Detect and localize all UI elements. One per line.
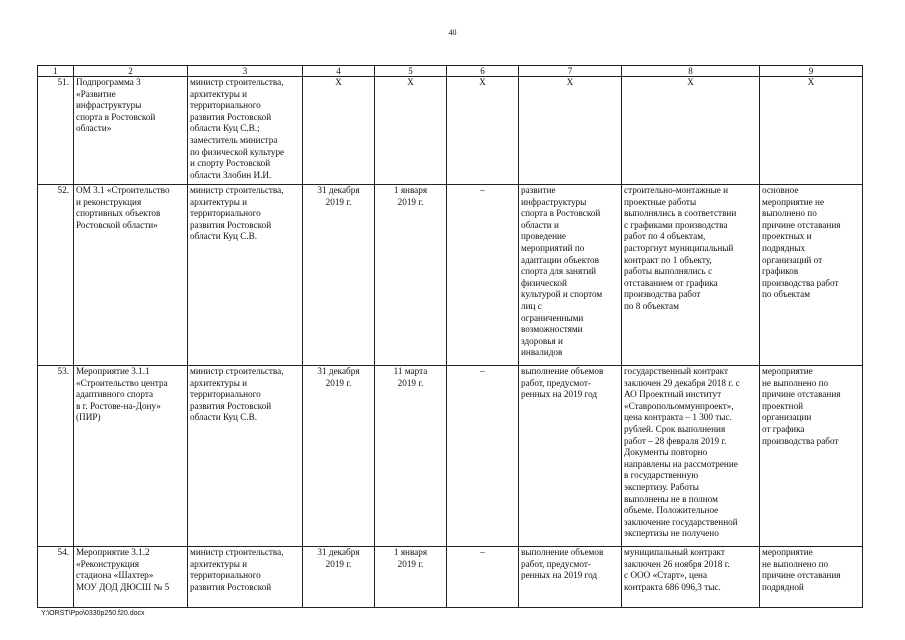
planned-end-date: 31 декабря 2019 г. <box>303 547 375 608</box>
non-fulfillment-reason: мероприятие не выполнено по причине отставания проектной организации от графика производства работ <box>760 366 863 547</box>
actual-result: государственный контракт заключен 29 декабря 2018 г. с АО Проектный институт «Ставропольоммунпроект», цена контракта – 1 300 тыс. рублей. Срок выполнения работ – 28 февраля 2019 г. Документы повторно направлены на рассмотрение в государственную экспертизу. Работы выполнены не в полном объеме. Положительное заключение государственной экспертизы не получено <box>622 366 760 547</box>
non-fulfillment-reason: основное мероприятие не выполнено по причине отставания проектных и подрядных организаций от графиков производства работ по объектам <box>760 185 863 366</box>
actual-end-date: – <box>447 185 519 366</box>
planned-result: развитие инфраструктуры спорта в Ростовской области и проведение мероприятий по адаптации объектов спорта для занятий физической культурой и спортом лиц с ограниченными возможностями здоровья и инвалидов <box>519 185 622 366</box>
column-header: 1 <box>38 66 74 77</box>
column-header: 8 <box>622 66 760 77</box>
table-row <box>38 366 863 547</box>
planned-end-date: 31 декабря 2019 г. <box>303 185 375 366</box>
planned-end-date: 31 декабря 2019 г. <box>303 366 375 547</box>
cell-col7: X <box>519 77 622 185</box>
table-row <box>38 547 863 608</box>
cell-col8: X <box>622 77 760 185</box>
planned-result: выполнение объемов работ, предусмот- ренных на 2019 год <box>519 366 622 547</box>
row-number: 52. <box>38 185 74 366</box>
row-number: 54. <box>38 547 74 608</box>
cell-col9: X <box>760 77 863 185</box>
column-header: 4 <box>303 66 375 77</box>
responsible-person: министр строительства, архитектуры и территориального развития Ростовской области Куц С.В. <box>188 366 303 547</box>
non-fulfillment-reason: мероприятие не выполнено по причине отставания подрядной <box>760 547 863 608</box>
measure-name: Мероприятие 3.1.1 «Строительство центра адаптивного спорта в г. Ростове-на-Дону» (ПИР) <box>74 366 188 547</box>
measure-name: Подпрограмма 3 «Развитие инфраструктуры спорта в Ростовской области» <box>74 77 188 185</box>
actual-start-date: 1 января 2019 г. <box>375 547 447 608</box>
column-header: 9 <box>760 66 863 77</box>
cell-col5: X <box>375 77 447 185</box>
column-header: 2 <box>74 66 188 77</box>
file-path-footer: Y:\ORST\Ppo\0330p250.f20.docx <box>41 610 145 617</box>
column-header: 3 <box>188 66 303 77</box>
actual-result: муниципальный контракт заключен 26 ноября 2018 г. с ООО «Старт», цена контракта 686 096,3 тыс. <box>622 547 760 608</box>
column-header: 5 <box>375 66 447 77</box>
page-number: 40 <box>448 28 457 37</box>
row-number: 51. <box>38 77 74 185</box>
actual-start-date: 11 марта 2019 г. <box>375 366 447 547</box>
measure-name: Мероприятие 3.1.2 «Реконструкция стадиона «Шахтер» МОУ ДОД ДЮСШ № 5 <box>74 547 188 608</box>
responsible-person: министр строительства, архитектуры и территориального развития Ростовской области Куц С.В. <box>188 185 303 366</box>
actual-end-date: – <box>447 366 519 547</box>
table-row <box>38 77 863 185</box>
actual-result: строительно-монтажные и проектные работы выполнялись в соответствии с графиками производства работ по 4 объектам, расторгнут муниципальный контракт по 1 объекту, работы выполнялись с отставанием от графика производства работ по 8 объектам <box>622 185 760 366</box>
responsible-person: министр строительства, архитектуры и территориального развития Ростовской <box>188 547 303 608</box>
cell-col6: X <box>447 77 519 185</box>
planned-result: выполнение объемов работ, предусмот- ренных на 2019 год <box>519 547 622 608</box>
actual-end-date: – <box>447 547 519 608</box>
row-number: 53. <box>38 366 74 547</box>
cell-col4: X <box>303 77 375 185</box>
column-header: 6 <box>447 66 519 77</box>
report-table <box>37 65 863 608</box>
column-header: 7 <box>519 66 622 77</box>
table-row <box>38 185 863 366</box>
responsible-person: министр строительства, архитектуры и территориального развития Ростовской области Куц С.В.; заместитель министра по физической культуре и спорту Ростовской области Злобин И.И. <box>188 77 303 185</box>
column-number-row <box>38 66 863 77</box>
measure-name: ОМ 3.1 «Строительство и реконструкция спортивных объектов Ростовской области» <box>74 185 188 366</box>
actual-start-date: 1 января 2019 г. <box>375 185 447 366</box>
